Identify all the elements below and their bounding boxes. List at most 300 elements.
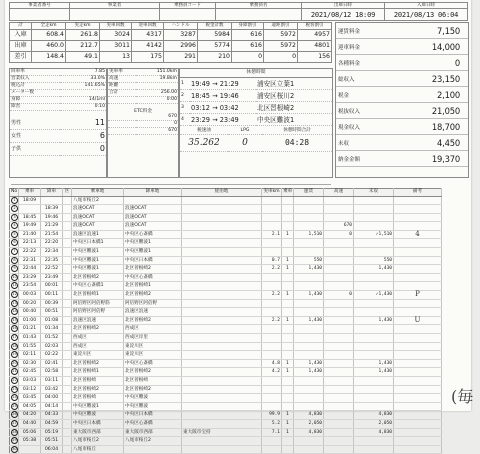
trip-number-badge: 10 <box>12 274 17 279</box>
trip-log-sheet <box>5 0 474 452</box>
trip-cell-to: 中央区難波 <box>124 394 182 403</box>
trip-cell-to <box>124 445 182 454</box>
trip-cell-km <box>262 248 282 257</box>
summary-left: 回車率 7.85 営業収入 33.0% 税込計 141.65% メーター数 身障 14/1ml 障害 0:10 男性 11 女性 6 子供 0 <box>9 68 107 178</box>
trip-row <box>10 411 442 420</box>
trip-cell-note <box>394 402 442 411</box>
total-deposit: 納金金額 19,370 <box>336 151 468 167</box>
trip-cell-t1: 00:20 <box>19 299 41 308</box>
trip-cell-pax <box>282 213 294 222</box>
trip-cell-no <box>10 325 19 334</box>
trip-cell-from: 阿倍野区阿倍野 <box>72 308 124 317</box>
trip-number-badge: 26 <box>12 412 17 417</box>
trip-cell-mis <box>354 385 394 394</box>
trip-cell-note <box>394 342 442 351</box>
trip-cell-hw <box>324 325 354 334</box>
trip-cell-t2: 05:51 <box>41 437 63 446</box>
trip-cell-t2: 01:52 <box>41 334 63 343</box>
trip-cell-mis: 1,430 <box>354 265 394 274</box>
trip-row <box>10 376 442 385</box>
trip-cell-note <box>394 428 442 437</box>
trip-cell-t2: 18:39 <box>41 205 63 214</box>
trip-cell-cat <box>63 299 72 308</box>
label-in-datetime: 入庫日時 <box>385 3 468 9</box>
trip-cell-cat <box>63 342 72 351</box>
trip-cell-to: 東大阪市西部 <box>124 428 182 437</box>
trip-cell-pax <box>282 282 294 291</box>
trip-cell-pax <box>282 325 294 334</box>
trip-cell-t2: 01:08 <box>41 316 63 325</box>
trip-cell-fare: 4,830 <box>294 428 324 437</box>
trip-header-cell: 未収 <box>354 189 394 197</box>
trip-number-badge: 28 <box>12 429 17 434</box>
trip-cell-no <box>10 402 19 411</box>
trip-cell-cat <box>63 205 72 214</box>
trip-cell-to: 北区曽根崎1 <box>124 282 182 291</box>
trip-cell-km: 2.1 <box>262 230 282 239</box>
trip-cell-hw <box>324 385 354 394</box>
trip-cell-t2: 02:03 <box>41 342 63 351</box>
trip-cell-pax <box>282 394 294 403</box>
trip-number-badge: 12 <box>12 292 17 297</box>
trip-cell-from: 八尾市桜丘2 <box>72 196 124 205</box>
trip-cell-km <box>262 325 282 334</box>
trip-number-badge: 8 <box>11 257 18 264</box>
trip-cell-pax <box>282 437 294 446</box>
trip-cell-note: P <box>394 291 442 300</box>
trip-cell-t1: 19:49 <box>19 222 41 231</box>
trip-cell-note <box>394 351 442 360</box>
trip-cell-hw <box>324 368 354 377</box>
trip-cell-from: 東淀川区 <box>72 351 124 360</box>
trip-number-badge: 15 <box>12 317 17 322</box>
trip-cell-cat <box>63 291 72 300</box>
trip-cell-from: 浪速OCAT <box>72 222 124 231</box>
trip-cell-no <box>10 273 19 282</box>
trip-cell-mis: 4,830 <box>354 411 394 420</box>
trip-number-badge: 18 <box>12 343 17 348</box>
trip-cell-mis <box>354 342 394 351</box>
trip-cell-t2: 00:51 <box>41 308 63 317</box>
trip-cell-t1: 22:13 <box>19 239 41 248</box>
trip-cell-pax <box>282 239 294 248</box>
total-misc: 各種料金 0 <box>336 55 468 71</box>
trip-cell-hw <box>324 394 354 403</box>
trip-cell-mis <box>354 239 394 248</box>
trip-cell-pax: 1 <box>282 368 294 377</box>
trip-cell-via <box>182 265 262 274</box>
trip-cell-via <box>182 222 262 231</box>
trip-cell-note <box>394 419 442 428</box>
trip-cell-t1: 23:54 <box>19 282 41 291</box>
trip-cell-fare <box>294 334 324 343</box>
trip-cell-mis: ✓1,510 <box>354 230 394 239</box>
trip-cell-note <box>394 273 442 282</box>
trip-cell-from: 北区曽根崎1 <box>72 291 124 300</box>
trip-cell-cat <box>63 359 72 368</box>
trip-cell-km <box>262 394 282 403</box>
trip-cell-no <box>10 342 19 351</box>
trip-cell-fare: 1,430 <box>294 359 324 368</box>
trip-number-badge: 23 <box>12 386 17 391</box>
trip-row <box>10 265 442 274</box>
trip-cell-t1: 22:22 <box>19 248 41 257</box>
trip-row <box>10 256 442 265</box>
trip-cell-mis: 1,430 <box>354 368 394 377</box>
trip-cell-fare <box>294 205 324 214</box>
trip-row <box>10 230 442 239</box>
trip-cell-no <box>10 316 19 325</box>
trip-cell-note <box>394 437 442 446</box>
trip-cell-note <box>394 334 442 343</box>
trip-cell-to: 八尾市桜丘2 <box>124 437 182 446</box>
trip-cell-note: 4 <box>394 230 442 239</box>
trip-number-badge: 9 <box>11 265 18 272</box>
trip-cell-fare: 1,510 <box>294 230 324 239</box>
trip-cell-hw <box>324 402 354 411</box>
trip-cell-pax <box>282 273 294 282</box>
trip-header-cell: 実車km <box>263 189 280 194</box>
trip-cell-via <box>182 282 262 291</box>
trip-cell-fare <box>294 342 324 351</box>
trip-cell-hw <box>324 411 354 420</box>
trip-cell-from: 中央区日本橋 <box>72 419 124 428</box>
trip-cell-t1: 03:12 <box>19 385 41 394</box>
trip-cell-km <box>262 222 282 231</box>
trip-cell-via <box>182 394 262 403</box>
trip-cell-note <box>394 265 442 274</box>
trip-cell-via <box>182 385 262 394</box>
trip-cell-to: 浪速区浪速 <box>124 308 182 317</box>
trip-number-badge: 27 <box>12 420 17 425</box>
trip-cell-km <box>262 402 282 411</box>
trip-cell-mis <box>354 248 394 257</box>
trip-number-badge: 11 <box>12 283 17 288</box>
trip-cell-to: 中央区心斎橋 <box>124 419 182 428</box>
trip-cell-fare <box>294 351 324 360</box>
trip-cell-t1: 01:00 <box>19 316 41 325</box>
total-break-time: 04:28 <box>262 135 332 152</box>
trip-cell-km <box>262 213 282 222</box>
trip-cell-via <box>182 239 262 248</box>
trip-cell-km: 4.2 <box>262 368 282 377</box>
trip-cell-via <box>182 299 262 308</box>
label-operator: 事業者 <box>70 3 160 9</box>
trip-cell-hw <box>324 419 354 428</box>
trip-cell-no <box>10 368 19 377</box>
trip-cell-to: 中央区難波1 <box>124 248 182 257</box>
trip-cell-from: 西成区 <box>72 334 124 343</box>
trip-cell-km <box>262 334 282 343</box>
trip-cell-to: 中央区難波1 <box>124 239 182 248</box>
trip-cell-km: 2.2 <box>262 291 282 300</box>
trip-cell-cat <box>63 437 72 446</box>
trip-cell-via <box>182 256 262 265</box>
trip-cell-mis: ✓1,430 <box>354 291 394 300</box>
trip-cell-no <box>10 445 19 454</box>
trip-cell-t2: 22:35 <box>41 256 63 265</box>
trip-cell-fare <box>294 402 324 411</box>
trip-cell-mis <box>354 222 394 231</box>
trip-cell-pax <box>282 385 294 394</box>
trip-cell-to: 浪速OCAT <box>124 205 182 214</box>
trip-cell-to: 浪速OCAT <box>124 222 182 231</box>
trip-cell-fare <box>294 437 324 446</box>
trip-header-cell: 乗車地 <box>72 189 124 197</box>
trip-row <box>10 282 442 291</box>
trip-cell-pax <box>282 376 294 385</box>
out-datetime: 2021/08/12 18:09 <box>302 9 385 21</box>
trip-cell-fare: 4,830 <box>294 411 324 420</box>
trip-cell-via: 東大阪市宝持 <box>182 428 262 437</box>
trip-cell-t1: 21:40 <box>19 230 41 239</box>
trip-cell-t2: 22:52 <box>41 265 63 274</box>
trip-number-badge: 7 <box>11 248 18 255</box>
trip-cell-hw <box>324 376 354 385</box>
trip-cell-from: 中央区難波1 <box>72 265 124 274</box>
trip-number-badge: 22 <box>12 377 17 382</box>
trip-number-badge: 13 <box>12 300 17 305</box>
trip-cell-note <box>394 394 442 403</box>
trip-cell-no <box>10 385 19 394</box>
trip-cell-mis <box>354 196 394 205</box>
trip-cell-pax: 1 <box>282 230 294 239</box>
trip-cell-via <box>182 291 262 300</box>
trip-cell-no <box>10 351 19 360</box>
trip-cell-hw <box>324 342 354 351</box>
trip-row <box>10 299 442 308</box>
trip-row <box>10 316 442 325</box>
trip-cell-to: 中央区日本橋 <box>124 256 182 265</box>
trip-cell-to: 西成区 <box>124 325 182 334</box>
trip-cell-t1: 04:05 <box>19 402 41 411</box>
trip-cell-to: 西成区岸里 <box>124 334 182 343</box>
trip-cell-hw: 0 <box>324 230 354 239</box>
trip-cell-hw <box>324 256 354 265</box>
trip-cell-from: 北区曽根崎 <box>72 376 124 385</box>
trip-cell-note <box>394 376 442 385</box>
trip-row <box>10 342 442 351</box>
trip-cell-mis <box>354 437 394 446</box>
trip-header-cell: 運賃 <box>294 189 324 197</box>
trip-cell-t1: 00:40 <box>19 308 41 317</box>
trip-row <box>10 445 442 454</box>
trip-cell-from: 八尾市桜丘 <box>72 445 124 454</box>
etc-table: 670 0 670 <box>108 114 178 135</box>
trip-cell-no <box>10 376 19 385</box>
lpg-handwritten: 0 <box>228 135 262 152</box>
trip-cell-to: 東淀川区 <box>124 351 182 360</box>
trip-cell-pax <box>282 402 294 411</box>
trip-cell-hw <box>324 265 354 274</box>
trip-cell-t1: 04:20 <box>19 411 41 420</box>
trip-cell-to <box>124 196 182 205</box>
trip-cell-hw <box>324 273 354 282</box>
trip-cell-no <box>10 265 19 274</box>
trip-cell-km: 7.1 <box>262 428 282 437</box>
trip-cell-note <box>394 411 442 420</box>
trip-cell-cat <box>63 308 72 317</box>
trip-row <box>10 394 442 403</box>
trip-cell-no <box>10 196 19 205</box>
trip-cell-fare: 2,050 <box>294 419 324 428</box>
trip-cell-fare <box>294 445 324 454</box>
trip-header-cell: 降車 <box>41 189 63 197</box>
trip-row <box>10 334 442 343</box>
trip-cell-note <box>394 325 442 334</box>
trip-cell-no <box>10 213 19 222</box>
trip-cell-cat <box>63 248 72 257</box>
trip-cell-pax <box>282 222 294 231</box>
trip-cell-via <box>182 196 262 205</box>
trip-cell-cat <box>63 402 72 411</box>
trip-row <box>10 205 442 214</box>
trip-cell-from: 西成区 <box>72 342 124 351</box>
trip-cell-t1: 00:03 <box>19 291 41 300</box>
trip-cell-via <box>182 205 262 214</box>
trip-cell-fare <box>294 222 324 231</box>
trip-cell-fare <box>294 394 324 403</box>
trip-cell-km <box>262 445 282 454</box>
trip-cell-note: U <box>394 316 442 325</box>
trip-number-badge: 6 <box>11 239 18 246</box>
trip-cell-t2 <box>41 196 63 205</box>
total-income: 総収入 23,150 <box>336 71 468 87</box>
trip-cell-hw <box>324 445 354 454</box>
trip-cell-t2: 21:54 <box>41 230 63 239</box>
total-tax: 税金 2,100 <box>336 87 468 103</box>
trip-cell-via <box>182 445 262 454</box>
trip-cell-cat <box>63 316 72 325</box>
trip-row <box>10 351 442 360</box>
totals-box <box>335 22 469 178</box>
trip-cell-t2: 21:29 <box>41 222 63 231</box>
meter-row-out: 出庫 460.0 212.7 3011 4142 2996 5774 616 5972 4801 <box>10 41 332 52</box>
trip-cell-pax <box>282 334 294 343</box>
trip-cell-t1: 02:11 <box>19 351 41 360</box>
label-driver-name: 乗務員名 <box>216 3 302 9</box>
trip-cell-fare <box>294 239 324 248</box>
trip-cell-t1: 02:45 <box>19 368 41 377</box>
trip-cell-mis: 2,050 <box>354 419 394 428</box>
trip-cell-t1: 04:40 <box>19 419 41 428</box>
trip-cell-km: 4.8 <box>262 359 282 368</box>
trip-cell-mis <box>354 308 394 317</box>
trip-cell-from: 中央区日本橋1 <box>72 239 124 248</box>
trip-cell-t1: 22:31 <box>19 256 41 265</box>
trip-cell-to: 北区曽根崎2 <box>124 265 182 274</box>
trip-cell-t2: 04:14 <box>41 402 63 411</box>
trip-cell-hw <box>324 248 354 257</box>
trip-cell-mis <box>354 205 394 214</box>
trip-cell-note <box>394 196 442 205</box>
trip-cell-t2: 00:39 <box>41 299 63 308</box>
trip-cell-cat <box>63 265 72 274</box>
trip-row <box>10 428 442 437</box>
trip-cell-cat <box>63 376 72 385</box>
trip-cell-pax: 1 <box>282 316 294 325</box>
trip-row <box>10 248 442 257</box>
trip-header-cell: 降車地 <box>124 189 182 197</box>
trip-number-badge: 29 <box>12 438 17 443</box>
trip-number-badge: 1 <box>11 197 18 204</box>
trip-cell-from: 北区曽根崎2 <box>72 385 124 394</box>
trip-cell-note <box>394 299 442 308</box>
trip-cell-t1: 23:29 <box>19 273 41 282</box>
trip-cell-cat <box>63 368 72 377</box>
header-strip <box>9 2 468 21</box>
trip-cell-km <box>262 308 282 317</box>
trip-cell-note <box>394 359 442 368</box>
trip-cell-hw: 670 <box>324 222 354 231</box>
trip-cell-t2: 06:04 <box>41 445 63 454</box>
trip-cell-pax <box>282 248 294 257</box>
trip-cell-to: 東淀川区 <box>124 342 182 351</box>
trip-cell-km <box>262 299 282 308</box>
total-cash: 現金収入 18,700 <box>336 119 468 135</box>
trip-cell-fare <box>294 196 324 205</box>
trip-row <box>10 419 442 428</box>
trip-cell-km: 99.9 <box>262 411 282 420</box>
trip-cell-t2: 02:41 <box>41 359 63 368</box>
trip-header-cell: 備考 <box>394 189 442 197</box>
trip-cell-cat <box>63 213 72 222</box>
trip-cell-cat <box>63 325 72 334</box>
trip-cell-t1: 05:38 <box>19 437 41 446</box>
trip-cell-from: 浪速OCAT <box>72 205 124 214</box>
edge-text: (毎 <box>451 387 474 406</box>
trip-cell-fare <box>294 248 324 257</box>
trip-cell-cat <box>63 351 72 360</box>
trip-cell-cat <box>63 419 72 428</box>
trip-number-badge: 17 <box>12 335 17 339</box>
trip-cell-hw <box>324 205 354 214</box>
trip-cell-no <box>10 282 19 291</box>
trip-cell-from: 北区曽根崎2 <box>72 325 124 334</box>
trip-header-cell: 区 <box>63 189 72 197</box>
trip-cell-no <box>10 359 19 368</box>
trip-cell-mis <box>354 299 394 308</box>
trip-cell-from: 八尾市桜丘2 <box>72 437 124 446</box>
trip-cell-mis: 1,430 <box>354 359 394 368</box>
trip-cell-cat <box>63 196 72 205</box>
trip-cell-mis <box>354 394 394 403</box>
trip-cell-no <box>10 437 19 446</box>
trip-number-badge: 14 <box>12 309 17 314</box>
trip-cell-hw <box>324 316 354 325</box>
trip-cell-via <box>182 402 262 411</box>
in-datetime: 2021/08/13 06:04 <box>385 9 468 21</box>
trip-cell-km <box>262 205 282 214</box>
trip-number-badge: 4 <box>11 222 18 229</box>
trip-cell-fare <box>294 299 324 308</box>
trip-cell-pax: 1 <box>282 291 294 300</box>
trip-cell-from: 浪速OCAT <box>72 213 124 222</box>
trip-cell-t2: 19:46 <box>41 213 63 222</box>
trip-cell-no <box>10 248 19 257</box>
trip-cell-mis <box>354 402 394 411</box>
trip-cell-t1: 05:06 <box>19 428 41 437</box>
trip-cell-to: 北区曽根崎2 <box>124 291 182 300</box>
trip-cell-cat <box>63 394 72 403</box>
trip-cell-fare <box>294 273 324 282</box>
trip-cell-t2: 05:19 <box>41 428 63 437</box>
trip-cell-note <box>394 213 442 222</box>
trip-cell-via <box>182 248 262 257</box>
trip-cell-via <box>182 368 262 377</box>
trip-cell-via <box>182 325 262 334</box>
trip-cell-no <box>10 230 19 239</box>
